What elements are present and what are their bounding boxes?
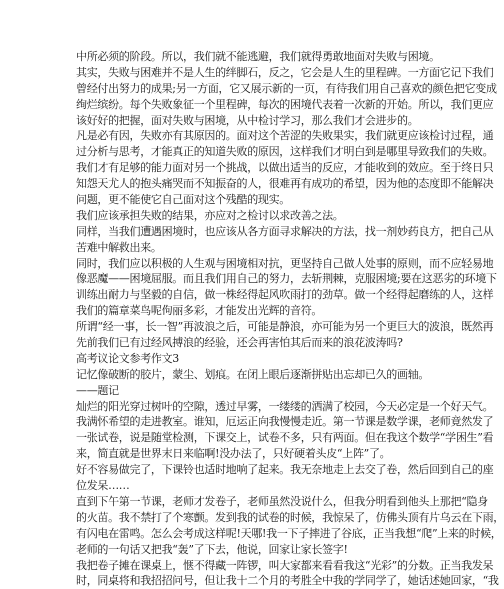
text-line: 过分析与思考，才能真正的知道失败的原因，这样我们才明白到是哪里导致我们的失败。 (76, 145, 494, 159)
text-line: 我们的篇章菜鸟呢佝丽多彩，才能发出光辉的音符。 (76, 304, 323, 318)
text-line: 时，同桌将和我招招问号，但让我十二个月的考胜全中我的学同学了，她话述她回家，“我 (76, 574, 499, 588)
text-line: 直到下午第一节课，老师才发卷子，老师虽然没说什么，但我分明看到他头上那把“隐身 (76, 494, 488, 508)
text-line: 老师的一句话又把我“轰”了下去，他说，回家让家长签字! (76, 542, 348, 556)
text-line: 知怨天尤人的抱头痛哭而不知振奋的人，很难再有成功的希望，因为他的态度即不能解决 (76, 177, 494, 191)
text-line: 训练出耐力与坚毅的自信，做一株经得起风吹雨打的劲草。做一个经得起磨练的人，这样 (76, 288, 494, 302)
text-line: 来，简直就是世界末日来临啊!没办法了，只好硬着头皮“上阵”了。 (76, 447, 391, 461)
text-line: 的火苗。我不禁打了个寒颤。发到我的试卷的时候，我惊呆了，仿佛头顶有片乌云在下雨， (76, 510, 504, 524)
text-line: 我把卷子摊在课桌上，惬不得藏一阵锣，叫大家都来看看我这“光彩”的分数。正当我发呆 (76, 558, 494, 572)
text-line: 像恶魔——困境屈服。而且我们用自己的努力，去斩荆棘，克服困境;要在这恶劣的环境下 (76, 272, 497, 286)
text-line: 凡是必有因，失败亦有其原因的。面对这个苦涩的失败果实，我们就更应该检讨过程，通 (76, 129, 494, 143)
text-line: 我们才有足够的能力面对另一个挑战，以做出适当的反应，才能收到的效应。至于终日只 (76, 161, 494, 175)
text-line: 我满怀希望的走进教室。谁知，厄运正向我慢慢走近。第一节课是数学课，老师竟然发了 (76, 415, 494, 429)
text-line: 我们应该承担失败的结果，亦应对之检讨以求改善之法。 (76, 208, 344, 222)
text-line: ——题记 (76, 383, 119, 397)
text-line: 同时，我们应以积极的人生观与困境相对抗，更坚持自己做人处事的原则，而不应轻易地 (76, 256, 494, 270)
text-line: 绚烂缤纷。每个失败象征一个里程碑，每次的困境代表着一次新的开始。所以，我们更应 (76, 97, 494, 111)
text-line: 中所必须的阶段。所以，我们就不能逃避，我们就得勇敢地面对失败与困境。 (76, 50, 440, 63)
text-line: 同样，当我们遭遇困境时，也应该从各方面寻求解决的方法，找一剂妙药良方，把自己从 (76, 224, 494, 238)
document-body (76, 49, 504, 589)
text-line: 一张试卷，说是随堂检测，下课交上，试卷不多，只有两面。但在我这个数学“学困生”看 (76, 431, 494, 445)
text-line: 问题，更不能使它自己面对这个残酷的现实。 (76, 193, 290, 207)
text-line: 曾经付出努力的成果;另一方面，它又展示新的一页，有待我们用自己喜欢的颜色把它变成 (76, 81, 497, 95)
text-line: 好不容易做完了，下课铃也适时地响了起来。我无奈地走上去交了卷，然后回到自己的座 (76, 463, 494, 477)
text-line: 有闪电在雷鸣。怎么会考成这样呢!天哪!我一下子摔进了谷底，正当我想“爬”上来的时候， (76, 526, 502, 540)
text-line: 记忆像破断的胶片，蒙尘、划痕。在闭上眼后逐渐拼贴出忘却已久的画轴。 (76, 367, 430, 381)
text-line: 位发呆…… (76, 479, 130, 493)
text-line: 苦难中解救出来。 (76, 240, 162, 254)
text-line: 高考议论文参考作文3 (76, 351, 179, 365)
text-line: 先前我们已有过经风搏浪的经验，还会再害怕其后而来的浪花波涛吗? (76, 336, 403, 350)
text-line: 灿烂的阳光穿过树叶的空隙，透过早雾，一缕缕的洒满了校园，今天必定是一个好天气。 (76, 399, 494, 413)
text-line: 其实，失败与困难并不是人生的绊脚石，反之，它会是人生的里程碑。一方面它记下我们 (76, 65, 494, 79)
text-line: 所谓“经一事，长一智”再波浪之后，可能是静浪，亦可能为另一个更巨大的波浪，既然再 (76, 320, 494, 334)
text-line: 该好好的把握，面对失败与困境，从中检讨学习，那么我们才会进步的。 (76, 113, 419, 127)
